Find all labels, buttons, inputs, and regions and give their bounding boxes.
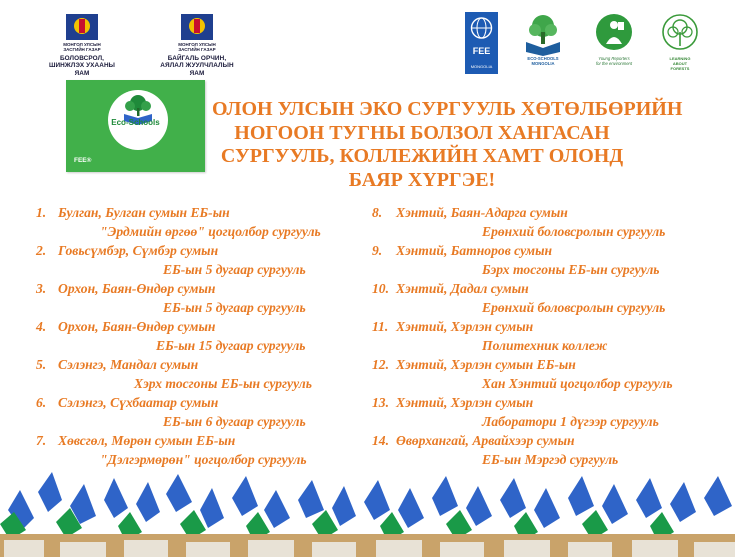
school-name: ЕБ-ын 5 дугаар сургууль — [163, 262, 306, 277]
school-name: Политехник коллеж — [482, 338, 608, 353]
school-entry-line1 — [372, 393, 712, 412]
school-location: Говьсүмбэр, Сүмбэр сумын — [58, 243, 219, 258]
leaf-line3: FORESTS — [670, 66, 690, 71]
school-location: Хэнтий, Баян-Адарга сумын — [396, 205, 568, 220]
school-entry-line2 — [372, 260, 712, 279]
school-number: 5. — [36, 357, 47, 372]
svg-text:МОНГОЛ УЛСЫН: МОНГОЛ УЛСЫН — [178, 42, 216, 47]
school-list-left — [36, 203, 356, 469]
school-number: 14. — [372, 433, 389, 448]
eco-schools-mongolia-text: ECO-SCHOOLS MONGOLIA — [527, 56, 559, 66]
school-entry-line2 — [36, 260, 356, 279]
school-location: Хэнтий, Дадал сумын — [396, 281, 529, 296]
school-entry-line1 — [36, 393, 356, 412]
heading-line: СУРГУУЛЬ, КОЛЛЕЖИЙН ХАМТ ОЛОНД — [220, 145, 624, 167]
school-entry-line1 — [36, 241, 356, 260]
school-entry-line2 — [36, 222, 356, 241]
school-entry-line1 — [36, 317, 356, 336]
eco-schools-mongolia-logo — [520, 12, 566, 74]
school-entry-line2 — [36, 298, 356, 317]
school-entry-line2 — [372, 336, 712, 355]
ministry-label-line: ШИНЖЛЭХ УХААНЫ — [48, 62, 116, 70]
ministry-label-line: БАЙГАЛЬ ОРЧИН, — [167, 55, 227, 62]
ministry-label-line: БОЛОВСРОЛ, — [59, 55, 105, 62]
young-reporters-icon — [590, 12, 638, 56]
school-name: "Дэлгэрмөрөн" цогцолбор сургууль — [100, 452, 307, 467]
eco-tree-icon — [520, 12, 566, 56]
school-location: Орхон, Баян-Өндөр сумын — [58, 281, 216, 296]
ministry-label-line: АЯЛАЛ ЖУУЛЧЛАЛЫН — [160, 62, 234, 70]
heading-line: ОЛОН УЛСЫН ЭКО СУРГУУЛЬ ХӨТӨЛБӨРИЙН — [212, 98, 683, 120]
school-name: Хан Хэнтий цогцолбор сургууль — [482, 376, 673, 391]
school-name: ЕБ-ын Мэргэд сургууль — [482, 452, 619, 467]
school-name: Хэрх тосгоны ЕБ-ын сургууль — [134, 376, 312, 391]
school-entry-line1 — [372, 355, 712, 374]
school-location: Хөвсгөл, Мөрөн сумын ЕБ-ын — [58, 433, 236, 448]
school-location: Хэнтий, Хэрлэн сумын — [396, 319, 534, 334]
fee-mark: FEE® — [74, 157, 92, 164]
school-list-right — [372, 203, 712, 469]
school-name: Ерөнхий боловсролын сургууль — [482, 224, 666, 239]
school-number: 11. — [372, 319, 389, 334]
decorative-flags-row — [0, 470, 735, 557]
school-name: ЕБ-ын 15 дугаар сургууль — [156, 338, 306, 353]
school-name: "Эрдмийн өргөө" цогцолбор сургууль — [100, 224, 321, 239]
school-entry-line2 — [372, 450, 712, 469]
young-reporters-logo — [590, 12, 638, 74]
fee-sub: MONGOLIA — [470, 64, 493, 69]
school-number: 10. — [372, 281, 389, 296]
school-location: Булган, Булган сумын ЕБ-ын — [58, 205, 230, 220]
tree-icon — [660, 12, 700, 56]
school-entry-line1 — [372, 317, 712, 336]
school-number: 7. — [36, 433, 47, 448]
school-number: 4. — [36, 319, 47, 334]
yre-line1: Young Reporters — [598, 56, 630, 61]
school-entry-line2 — [372, 222, 712, 241]
school-entry-line1 — [36, 203, 356, 222]
school-number: 12. — [372, 357, 389, 372]
svg-text:МОНГОЛ УЛСЫН: МОНГОЛ УЛСЫН — [63, 42, 101, 47]
leaf-line1: LEARNING — [669, 56, 691, 61]
leaf-line2: ABOUT — [672, 61, 688, 66]
fee-logo — [465, 12, 498, 74]
school-location: Өвөрхангай, Арвайхээр сумын — [396, 433, 575, 448]
svg-text:ЗАСГИЙН ГАЗАР: ЗАСГИЙН ГАЗАР — [178, 47, 216, 52]
school-location: Хэнтий, Батноров сумын — [396, 243, 553, 258]
school-location: Хэнтий, Хэрлэн сумын ЕБ-ын — [396, 357, 576, 372]
school-number: 8. — [372, 205, 383, 220]
ministry-label-line: ЯАМ — [74, 69, 90, 77]
school-name: ЕБ-ын 5 дугаар сургууль — [163, 300, 306, 315]
school-number: 3. — [36, 281, 47, 296]
school-location: Орхон, Баян-Өндөр сумын — [58, 319, 216, 334]
school-entry-line1 — [36, 431, 356, 450]
school-entry-line2 — [36, 412, 356, 431]
leaf-logo — [660, 12, 700, 74]
young-reporters-text — [584, 56, 644, 66]
mongolia-emblem-icon — [175, 14, 219, 52]
yre-line2: for the environment — [595, 61, 633, 66]
school-number: 13. — [372, 395, 389, 410]
school-location: Сэлэнгэ, Сүхбаатар сумын — [58, 395, 219, 410]
school-number: 9. — [372, 243, 383, 258]
school-entry-line2 — [36, 374, 356, 393]
ministry-environment-logo — [152, 14, 242, 77]
heading-line: БАЯР ХҮРГЭЕ! — [348, 168, 496, 191]
school-entry-line1 — [372, 279, 712, 298]
heading-line: НОГООН ТУГНЫ БОЛЗОЛ ХАНГАСАН — [234, 121, 610, 144]
school-entry-line2 — [372, 374, 712, 393]
school-location: Сэлэнгэ, Мандал сумын — [58, 357, 199, 372]
school-entry-line2 — [372, 412, 712, 431]
eco-schools-word: Eco-Schools — [111, 118, 160, 127]
school-entry-line2 — [372, 298, 712, 317]
ministry-label-line: ЯАМ — [189, 69, 205, 77]
school-entry-line2 — [36, 336, 356, 355]
school-name: Лаборатори 1 дүгээр сургууль — [482, 414, 659, 429]
school-location: Хэнтий, Хэрлэн сумын — [396, 395, 534, 410]
school-entry-line1 — [372, 431, 712, 450]
school-entry-line2 — [36, 450, 356, 469]
leaf-text — [654, 56, 706, 71]
ministry-education-logo — [42, 14, 122, 77]
congratulations-heading — [212, 98, 683, 192]
school-name: Бэрх тосгоны ЕБ-ын сургууль — [482, 262, 660, 277]
globe-icon — [465, 12, 498, 42]
school-name: ЕБ-ын 6 дугаар сургууль — [163, 414, 306, 429]
school-entry-line1 — [372, 203, 712, 222]
school-name: Ерөнхий боловсролын сургууль — [482, 300, 666, 315]
school-number: 2. — [36, 243, 47, 258]
school-entry-line1 — [372, 241, 712, 260]
school-number: 1. — [36, 205, 47, 220]
svg-text:ЗАСГИЙН ГАЗАР: ЗАСГИЙН ГАЗАР — [63, 47, 101, 52]
school-number: 6. — [36, 395, 47, 410]
school-entry-line1 — [36, 355, 356, 374]
mongolia-emblem-icon — [60, 14, 104, 52]
school-entry-line1 — [36, 279, 356, 298]
fee-name: FEE — [472, 46, 491, 56]
eco-schools-green-flag — [66, 80, 205, 172]
